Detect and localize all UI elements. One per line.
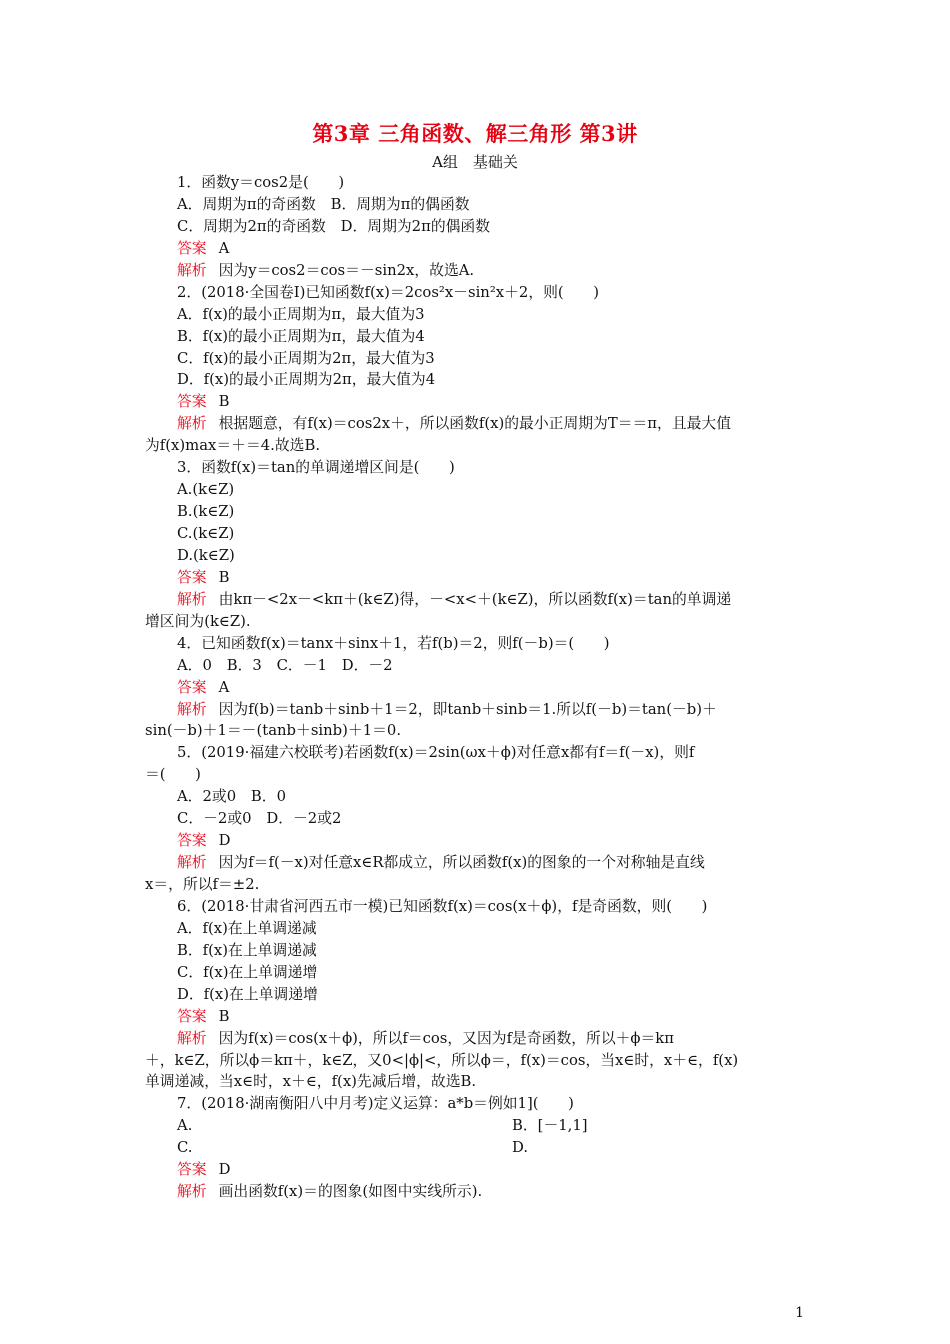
analysis-label: 解析 [177, 415, 207, 433]
analysis-text: 因为y＝cos2＝cos＝－sin2x，故选A. [218, 261, 475, 279]
option-a: A. [177, 1117, 193, 1135]
analysis-text: 因为f(b)＝tanb＋sinb＋1＝2，即tanb＋sinb＝1.所以f(－b)＝tan(－b)＋ [218, 700, 717, 718]
answer-line [145, 238, 815, 260]
analysis-line [145, 589, 815, 611]
section-heading: A组 基础关 [432, 153, 518, 171]
analysis-line [145, 1028, 815, 1050]
analysis-label: 解析 [177, 700, 207, 718]
option-b: B．[－1,1] [512, 1117, 588, 1135]
option-line: B.(k∈Z) [177, 503, 235, 521]
option-line: C．f(x)在上单调递增 [177, 963, 318, 981]
analysis-label: 解析 [177, 1029, 207, 1047]
option-line: A．f(x)的最小正周期为π，最大值为3 [177, 305, 425, 323]
answer-label: 答案 [177, 1161, 207, 1179]
option-line: B．f(x)在上单调递减 [177, 941, 317, 959]
question-1: 1．函数y＝cos2是( ) [177, 174, 345, 191]
option-line: A.(k∈Z) [177, 481, 235, 499]
option-line: D.(k∈Z) [177, 546, 235, 564]
answer-label: 答案 [177, 832, 207, 850]
question-continuation: ＝( ) [145, 766, 201, 784]
option-line: A．f(x)在上单调递减 [177, 919, 317, 937]
answer-line [145, 677, 815, 699]
analysis-line [145, 1181, 815, 1203]
answer-value: B [218, 393, 230, 411]
option-d: D. [512, 1139, 529, 1157]
option-row [145, 1137, 815, 1159]
analysis-continuation: 为f(x)max＝＋＝4.故选B. [145, 437, 321, 455]
option-line: A．周期为π的奇函数 B．周期为π的偶函数 [177, 195, 470, 213]
content-body [145, 172, 815, 1203]
answer-line [145, 1006, 815, 1028]
analysis-text: 因为f＝f(－x)对任意x∈R都成立，所以函数f(x)的图象的一个对称轴是直线 [218, 854, 705, 872]
answer-line [145, 391, 815, 413]
analysis-continuation: 增区间为(k∈Z). [145, 612, 251, 630]
answer-value: B [218, 1007, 230, 1025]
analysis-text: 根据题意，有f(x)＝cos2x＋，所以函数f(x)的最小正周期为T＝＝π，且最大值 [218, 415, 732, 433]
analysis-continuation: ＋，k∈Z，所以ϕ＝kπ＋，k∈Z，又0<|ϕ|<，所以ϕ＝，f(x)＝cos，当x∈时，x＋∈，f(x) [145, 1051, 739, 1069]
analysis-line [145, 699, 815, 721]
answer-value: A [218, 239, 230, 257]
question-3: 3．函数f(x)＝tan的单调递增区间是( ) [177, 459, 455, 477]
option-line: A．0 B．3 C．－1 D．－2 [177, 656, 393, 674]
page-number: 1 [795, 1305, 804, 1321]
option-c: C. [177, 1139, 193, 1157]
question-2: 2．(2018·全国卷Ⅰ)已知函数f(x)＝2cos²x－sin²x＋2，则( ) [177, 283, 600, 301]
analysis-text: 因为f(x)＝cos(x＋ϕ)，所以f＝cos，又因为f是奇函数，所以＋ϕ＝kπ [218, 1029, 674, 1047]
option-line: D．f(x)的最小正周期为2π，最大值为4 [177, 371, 436, 389]
option-line: A．2或0 B．0 [177, 788, 286, 806]
document-title: 第3章 三角函数、解三角形 第3讲 [312, 121, 638, 146]
answer-label: 答案 [177, 393, 207, 411]
option-line: C．周期为2π的奇函数 D．周期为2π的偶函数 [177, 217, 491, 235]
analysis-continuation: sin(－b)＋1＝－(tanb＋sinb)＋1＝0. [145, 722, 402, 740]
answer-value: B [218, 568, 230, 586]
option-line: D．f(x)在上单调递增 [177, 985, 318, 1003]
question-5: 5．(2019·福建六校联考)若函数f(x)＝2sin(ωx＋ϕ)对任意x都有f＝f(－x)，则f [177, 744, 695, 762]
question-4: 4．已知函数f(x)＝tanx＋sinx＋1，若f(b)＝2，则f(－b)＝( ) [177, 634, 610, 652]
option-line: C.(k∈Z) [177, 525, 235, 542]
answer-label: 答案 [177, 678, 207, 696]
answer-line [145, 1159, 815, 1181]
option-row [145, 1115, 815, 1137]
analysis-label: 解析 [177, 854, 207, 872]
answer-label: 答案 [177, 1007, 207, 1025]
analysis-continuation: x＝，所以f＝±2. [145, 876, 260, 893]
question-7: 7．(2018·湖南衡阳八中月考)定义运算：a*b＝例如1]( ) [177, 1095, 574, 1113]
answer-line [145, 567, 815, 589]
answer-line [145, 830, 815, 852]
question-6: 6．(2018·甘肃省河西五市一模)已知函数f(x)＝cos(x＋ϕ)，f是奇函数，则( ) [177, 897, 708, 915]
option-line: B．f(x)的最小正周期为π，最大值为4 [177, 327, 425, 345]
answer-label: 答案 [177, 568, 207, 586]
analysis-line [145, 852, 815, 874]
analysis-text: 由kπ－<2x－<kπ＋(k∈Z)得，－<x<＋(k∈Z)，所以函数f(x)＝tan的单调递 [218, 590, 732, 608]
answer-value: A [218, 678, 230, 696]
answer-label: 答案 [177, 239, 207, 257]
option-line: C．－2或0 D．－2或2 [177, 810, 342, 828]
analysis-label: 解析 [177, 590, 207, 608]
option-line: C．f(x)的最小正周期为2π，最大值为3 [177, 349, 435, 367]
answer-value: D [218, 832, 231, 850]
analysis-line [145, 413, 815, 435]
analysis-label: 解析 [177, 1183, 207, 1201]
analysis-line [145, 260, 815, 282]
analysis-label: 解析 [177, 261, 207, 279]
answer-value: D [218, 1161, 231, 1179]
analysis-continuation: 单调递减，当x∈时，x＋∈，f(x)先减后增，故选B. [145, 1073, 477, 1091]
analysis-text: 画出函数f(x)＝的图象(如图中实线所示). [218, 1183, 483, 1201]
